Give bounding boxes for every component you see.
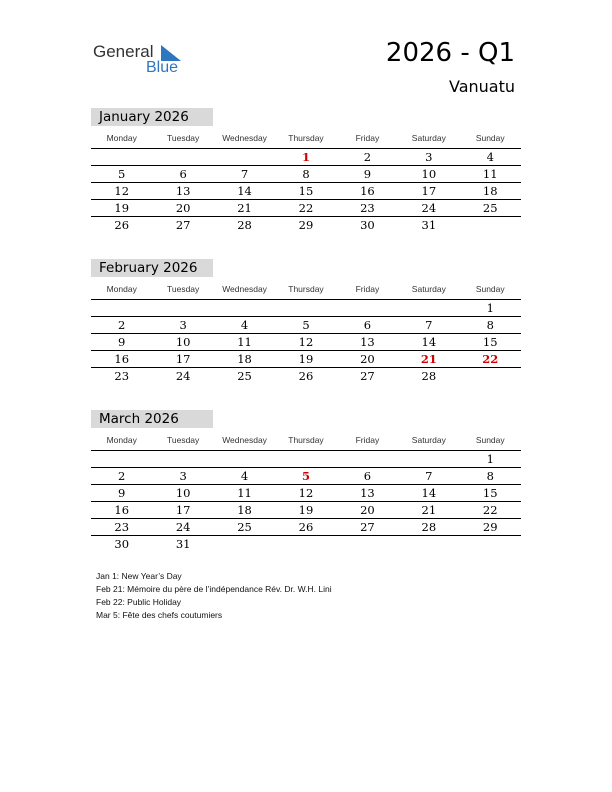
weekday-label: Tuesday [166, 284, 200, 294]
day-cell: 1 [486, 301, 494, 315]
day-cell: 22 [298, 201, 314, 215]
holiday-note: Mar 5: Fête des chefs coutumiers [96, 610, 223, 620]
empty-day-cell [398, 451, 459, 467]
weekday-label: Friday [355, 284, 380, 294]
empty-day-cell [460, 217, 521, 233]
day-cell: 27 [360, 369, 375, 383]
day-cell: 30 [360, 218, 375, 232]
weekday-header [91, 131, 521, 149]
day-cell: 18 [237, 503, 252, 517]
month-title: March 2026 [91, 410, 213, 428]
week-row [91, 149, 521, 166]
weekday-label: Wednesday [222, 435, 267, 445]
weekday-label: Saturday [411, 284, 446, 294]
day-cell: 11 [237, 335, 252, 349]
empty-day-cell [398, 300, 459, 316]
day-cell: 16 [114, 352, 130, 366]
day-cell: 20 [360, 352, 375, 366]
day-cell: 24 [175, 369, 191, 383]
day-cell: 23 [360, 201, 375, 215]
weekday-header [91, 433, 521, 451]
brand-word-blue: Blue [146, 59, 179, 76]
day-cell: 20 [175, 201, 191, 215]
month-march [91, 410, 521, 552]
empty-day-cell [214, 300, 275, 316]
day-cell: 6 [363, 469, 372, 483]
day-cell: 12 [298, 335, 314, 349]
day-cell: 11 [482, 167, 498, 181]
weekday-label: Friday [355, 133, 380, 143]
day-cell: 2 [118, 318, 126, 332]
brand-word-general: General [93, 42, 154, 61]
day-cell: 6 [179, 167, 187, 181]
weekday-label: Monday [106, 284, 137, 294]
day-cell: 2 [363, 150, 372, 164]
day-cell: 26 [298, 520, 314, 534]
day-cell: 5 [301, 469, 310, 483]
day-cell: 16 [360, 184, 375, 198]
day-cell: 13 [360, 486, 375, 500]
day-cell: 28 [421, 520, 437, 534]
day-cell: 25 [237, 369, 252, 383]
day-cell: 8 [486, 469, 494, 483]
day-cell: 27 [175, 218, 191, 232]
day-cell: 20 [360, 503, 375, 517]
weekday-label: Wednesday [222, 133, 267, 143]
week-row [91, 536, 521, 552]
day-cell: 3 [425, 150, 433, 164]
day-cell: 23 [114, 520, 130, 534]
day-cell: 8 [302, 167, 310, 181]
week-row [91, 485, 521, 502]
holiday-note: Feb 22: Public Holiday [96, 597, 182, 607]
day-cell: 15 [482, 486, 498, 500]
weekday-header [91, 282, 521, 300]
day-cell: 10 [175, 335, 191, 349]
weekday-label: Thursday [288, 133, 324, 143]
empty-day-cell [152, 451, 213, 467]
day-cell: 3 [179, 469, 187, 483]
day-cell: 11 [237, 486, 252, 500]
day-cell: 31 [175, 537, 191, 551]
day-cell: 13 [175, 184, 191, 198]
day-cell: 19 [298, 352, 314, 366]
day-cell: 18 [237, 352, 252, 366]
month-title: January 2026 [91, 108, 213, 126]
weekday-label: Monday [106, 133, 137, 143]
day-cell: 16 [114, 503, 130, 517]
day-grid [91, 451, 521, 552]
weekday-label: Saturday [411, 435, 446, 445]
weekday-label: Sunday [475, 284, 505, 294]
month-title: February 2026 [91, 259, 213, 277]
day-cell: 24 [421, 201, 437, 215]
day-cell: 4 [240, 318, 249, 332]
day-cell: 5 [118, 167, 126, 181]
week-row [91, 519, 521, 536]
day-cell: 15 [482, 335, 498, 349]
day-cell: 14 [421, 335, 437, 349]
empty-day-cell [152, 149, 213, 165]
day-cell: 4 [486, 150, 494, 164]
day-cell: 7 [425, 469, 433, 483]
empty-day-cell [337, 451, 398, 467]
weekday-label: Tuesday [166, 435, 200, 445]
day-cell: 29 [482, 520, 498, 534]
day-cell: 10 [175, 486, 191, 500]
day-cell: 27 [360, 520, 375, 534]
day-cell: 17 [175, 352, 191, 366]
day-cell: 5 [302, 318, 310, 332]
day-cell: 14 [421, 486, 437, 500]
empty-day-cell [214, 451, 275, 467]
day-cell: 12 [114, 184, 130, 198]
month-january [91, 108, 521, 233]
day-cell: 9 [363, 167, 372, 181]
day-cell: 19 [114, 201, 130, 215]
empty-day-cell [91, 451, 152, 467]
empty-day-cell [275, 536, 336, 552]
day-cell: 17 [175, 503, 191, 517]
day-cell: 31 [421, 218, 437, 232]
day-cell: 8 [486, 318, 494, 332]
day-cell: 21 [421, 503, 437, 517]
day-cell: 28 [237, 218, 252, 232]
day-cell: 4 [240, 469, 249, 483]
week-row [91, 317, 521, 334]
day-cell: 1 [301, 150, 310, 164]
weekday-label: Thursday [288, 284, 324, 294]
day-cell: 21 [420, 352, 437, 366]
day-cell: 29 [298, 218, 314, 232]
day-cell: 10 [421, 167, 437, 181]
day-cell: 18 [482, 184, 498, 198]
day-cell: 24 [175, 520, 191, 534]
day-cell: 26 [298, 369, 314, 383]
day-cell: 22 [482, 352, 499, 366]
brand-logo [93, 42, 193, 78]
country-name: Vanuatu [448, 77, 515, 96]
weekday-label: Saturday [411, 133, 446, 143]
weekday-label: Sunday [475, 435, 505, 445]
empty-day-cell [91, 300, 152, 316]
day-grid [91, 300, 521, 384]
holiday-note: Jan 1: New Year’s Day [96, 571, 182, 581]
weekday-label: Tuesday [166, 133, 200, 143]
weekday-label: Friday [355, 435, 380, 445]
day-cell: 25 [237, 520, 252, 534]
holiday-notes [96, 570, 332, 622]
week-row [91, 200, 521, 217]
week-row [91, 300, 521, 317]
day-cell: 13 [360, 335, 375, 349]
day-cell: 22 [482, 503, 498, 517]
empty-day-cell [214, 536, 275, 552]
week-row [91, 166, 521, 183]
day-cell: 9 [118, 486, 126, 500]
day-cell: 7 [240, 167, 249, 181]
empty-day-cell [214, 149, 275, 165]
week-row [91, 468, 521, 485]
week-row [91, 502, 521, 519]
empty-day-cell [398, 536, 459, 552]
week-row [91, 183, 521, 200]
weekday-label: Sunday [475, 133, 505, 143]
empty-day-cell [460, 368, 521, 384]
holiday-note: Feb 21: Mémoire du père de l’indépendance Rév. Dr. W.H. Lini [96, 584, 332, 594]
day-cell: 21 [237, 201, 252, 215]
weekday-label: Thursday [288, 435, 324, 445]
weekday-label: Wednesday [222, 284, 267, 294]
day-cell: 30 [114, 537, 130, 551]
empty-day-cell [275, 300, 336, 316]
day-cell: 17 [421, 184, 437, 198]
day-cell: 28 [421, 369, 437, 383]
week-row [91, 451, 521, 468]
day-cell: 26 [114, 218, 130, 232]
empty-day-cell [91, 149, 152, 165]
week-row [91, 368, 521, 384]
empty-day-cell [275, 451, 336, 467]
day-cell: 23 [114, 369, 130, 383]
day-cell: 6 [363, 318, 372, 332]
day-cell: 14 [237, 184, 252, 198]
day-cell: 1 [486, 452, 494, 466]
day-cell: 12 [298, 486, 314, 500]
day-cell: 25 [482, 201, 498, 215]
empty-day-cell [152, 300, 213, 316]
day-cell: 3 [179, 318, 187, 332]
day-cell: 9 [118, 335, 126, 349]
day-cell: 2 [118, 469, 126, 483]
empty-day-cell [460, 536, 521, 552]
week-row [91, 351, 521, 368]
day-grid [91, 149, 521, 233]
month-february [91, 259, 521, 384]
week-row [91, 334, 521, 351]
empty-day-cell [337, 300, 398, 316]
week-row [91, 217, 521, 233]
empty-day-cell [337, 536, 398, 552]
day-cell: 19 [298, 503, 314, 517]
day-cell: 15 [298, 184, 314, 198]
weekday-label: Monday [106, 435, 137, 445]
day-cell: 7 [425, 318, 433, 332]
page-title: 2026 - Q1 [385, 38, 515, 68]
